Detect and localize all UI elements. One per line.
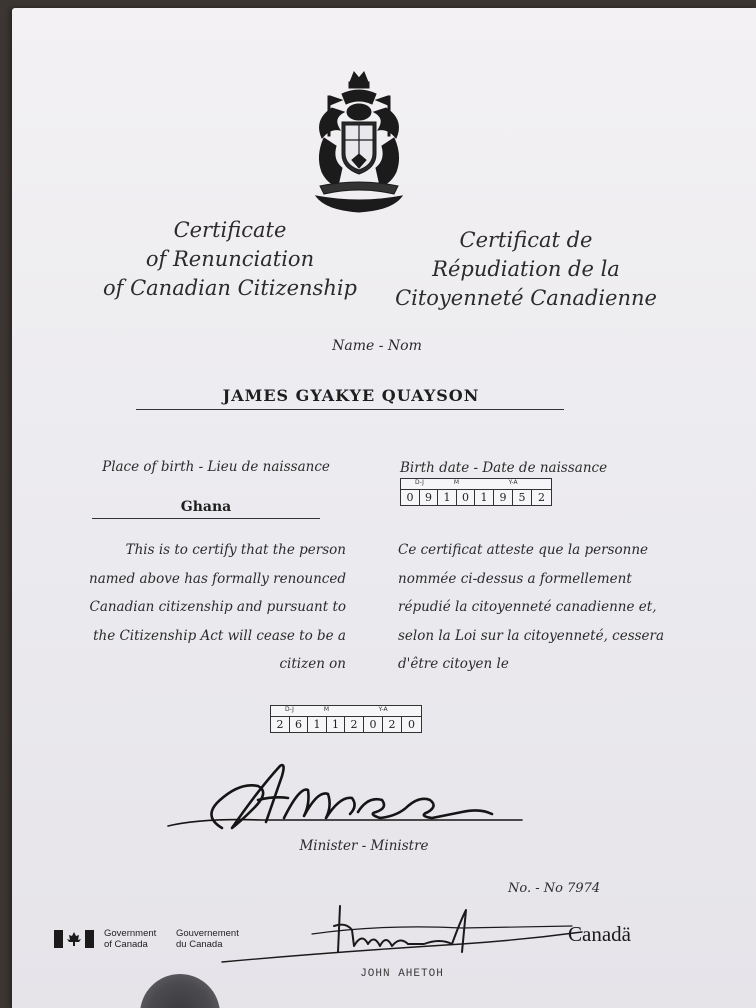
birth-digit: 2: [532, 489, 551, 505]
birth-digit: 0: [457, 489, 475, 505]
birth-digit: 1: [438, 489, 457, 505]
title-english: Certificate of Renunciation of Canadian Citizenship: [102, 218, 358, 300]
coat-of-arms-icon: [302, 68, 416, 214]
registrar-signature: [212, 896, 592, 966]
cessation-digit: 0: [402, 716, 421, 732]
date-header-year: Y-A: [378, 706, 388, 713]
certificate-page: [12, 8, 756, 1008]
minister-signature: [162, 756, 542, 840]
cessation-digit: 2: [383, 716, 402, 732]
place-of-birth-label: Place of birth - Lieu de naissance: [102, 459, 330, 475]
cessation-digit: 2: [345, 716, 364, 732]
certification-text-french: Ce certificat atteste que la personne nommée ci-dessus a formellement répudié la citoyenneté canadienne et, selon la Loi sur la citoyenneté, cessera d'être citoyen le: [398, 542, 665, 672]
birth-digit: 9: [494, 489, 513, 505]
holder-name: JAMES GYAKYE QUAYSON: [222, 386, 480, 405]
name-underline: [136, 409, 564, 410]
title-french: Certificat de Répudiation de la Citoyenneté Canadienne: [395, 228, 657, 310]
date-header-year: Y-A: [508, 479, 518, 486]
government-of-canada-fr: Gouvernement du Canada: [176, 928, 239, 950]
birth-digit: 1: [475, 489, 494, 505]
certification-text-english: This is to certify that the person named above has formally renounced Canadian citizenship and pursuant to the Citizenship Act will cease to be a citizen on: [89, 542, 346, 672]
cessation-digit: 1: [308, 716, 327, 732]
cessation-date-box: [270, 705, 422, 733]
cessation-digit: 0: [364, 716, 383, 732]
birth-digit: 5: [513, 489, 532, 505]
minister-label: Minister - Ministre: [299, 838, 429, 854]
name-label: Name - Nom: [332, 338, 422, 354]
date-header-month: M: [323, 706, 330, 713]
registrar-stamp-name: JOHN AHETOH: [360, 968, 444, 980]
cessation-digit: 6: [290, 716, 308, 732]
cessation-digit: 1: [327, 716, 345, 732]
birth-digit: 0: [401, 489, 420, 505]
birth-date-label: Birth date - Date de naissance: [400, 460, 608, 476]
canada-wordmark: Canadä: [568, 922, 631, 946]
official-seal-partial: [140, 974, 220, 1008]
place-of-birth-value: Ghana: [180, 499, 232, 515]
certificate-number: No. - No 7974: [508, 881, 601, 896]
date-header-day: D-J: [415, 479, 424, 486]
date-header-month: M: [453, 479, 460, 486]
place-of-birth-underline: [92, 518, 320, 519]
government-of-canada-en: Government of Canada: [104, 928, 157, 950]
birth-date-box: [400, 478, 552, 506]
canada-flag-icon: [54, 930, 94, 948]
cessation-digit: 2: [271, 716, 290, 732]
birth-digit: 9: [420, 489, 438, 505]
date-header-day: D-J: [285, 706, 294, 713]
